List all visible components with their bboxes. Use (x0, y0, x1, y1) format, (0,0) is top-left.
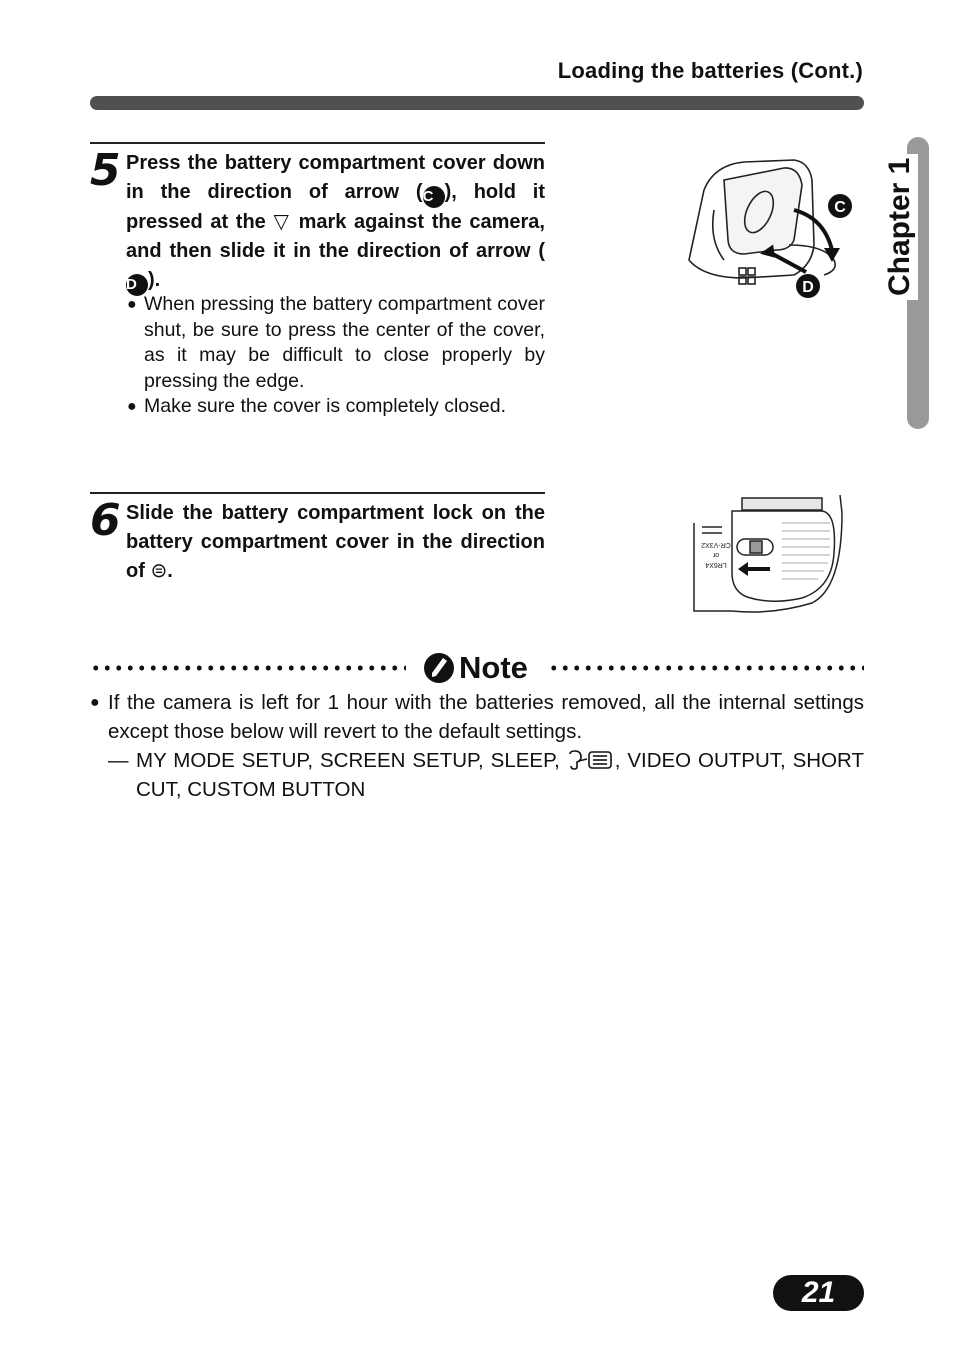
chapter-tab-text: Chapter 1 (882, 154, 918, 300)
step-6-number: 6 (90, 495, 121, 546)
arrow-d-badge: D (126, 274, 148, 296)
note-bullet (90, 688, 864, 746)
note-title (423, 648, 528, 688)
list-item (126, 394, 545, 420)
triangle-mark-icon: ▽ (273, 211, 291, 233)
bullet-icon: ● (127, 296, 137, 313)
step-5-text-4: ). (148, 269, 161, 291)
step-5-rule (90, 142, 545, 144)
note-sub-text-a: MY MODE SETUP, SCREEN SETUP, SLEEP, (136, 749, 567, 772)
step-5-bullet-2: Make sure the cover is completely closed. (144, 395, 506, 417)
cr-v3-label: CR-V3X2 (701, 541, 731, 548)
or-label: or (712, 551, 720, 558)
dash-mark: — (108, 749, 129, 772)
bullet-icon: ● (127, 398, 137, 415)
figure-callout-d: D (802, 279, 814, 296)
note-sub-text-b: , VIDEO OUTPUT, SHORT CUT, CUSTOM BUTTON (136, 749, 865, 801)
step-5-number: 5 (90, 145, 121, 196)
note-dots-left (90, 665, 406, 671)
note-sub-item (90, 746, 864, 804)
step-5-bullet-1: When pressing the battery compartment cover shut, be sure to press the center of the cover, as it may be difficult to close properly by pressing the edge. (144, 293, 545, 392)
note-header (90, 648, 864, 688)
note-bullet-text: If the camera is left for 1 hour with the batteries removed, all the internal settings except those below will revert to the default settings. (108, 691, 864, 743)
step-6-rule (90, 492, 545, 494)
battery-cover-press-illustration (684, 150, 864, 300)
step-5-instruction (126, 149, 545, 296)
step-5-text-2: ), hold it pressed at the (126, 181, 545, 233)
step-6-instruction (126, 499, 545, 586)
header-rule (90, 96, 864, 110)
page-header-title: Loading the batteries (Cont.) (557, 58, 863, 83)
step-6-end: . (167, 560, 173, 582)
list-item (126, 292, 545, 394)
figure-callout-c: C (834, 199, 846, 216)
step-5-text-3: mark against the camera, and then slide it in the direction of arrow ( (126, 211, 545, 262)
bullet-icon: ● (90, 694, 100, 711)
speaker-monitor-icon (567, 749, 615, 771)
lr6-label: LR6X4 (705, 561, 727, 568)
note-title-text: Note (459, 650, 528, 685)
lock-direction-icon: ⊜ (150, 560, 168, 582)
step-6-text: Slide the battery compartment lock on the battery compartment cover in the direction of (126, 502, 545, 582)
note-pencil-icon (423, 652, 455, 684)
step-5-text-1: Press the battery compartment cover down in the direction of arrow ( (126, 152, 545, 203)
note-dots-right (548, 665, 864, 671)
page-number: 21 (773, 1275, 864, 1311)
step-5-bullets (126, 292, 545, 420)
battery-lock-slide-illustration (692, 493, 852, 615)
arrow-c-badge: C (423, 186, 445, 208)
note-body (90, 688, 864, 804)
